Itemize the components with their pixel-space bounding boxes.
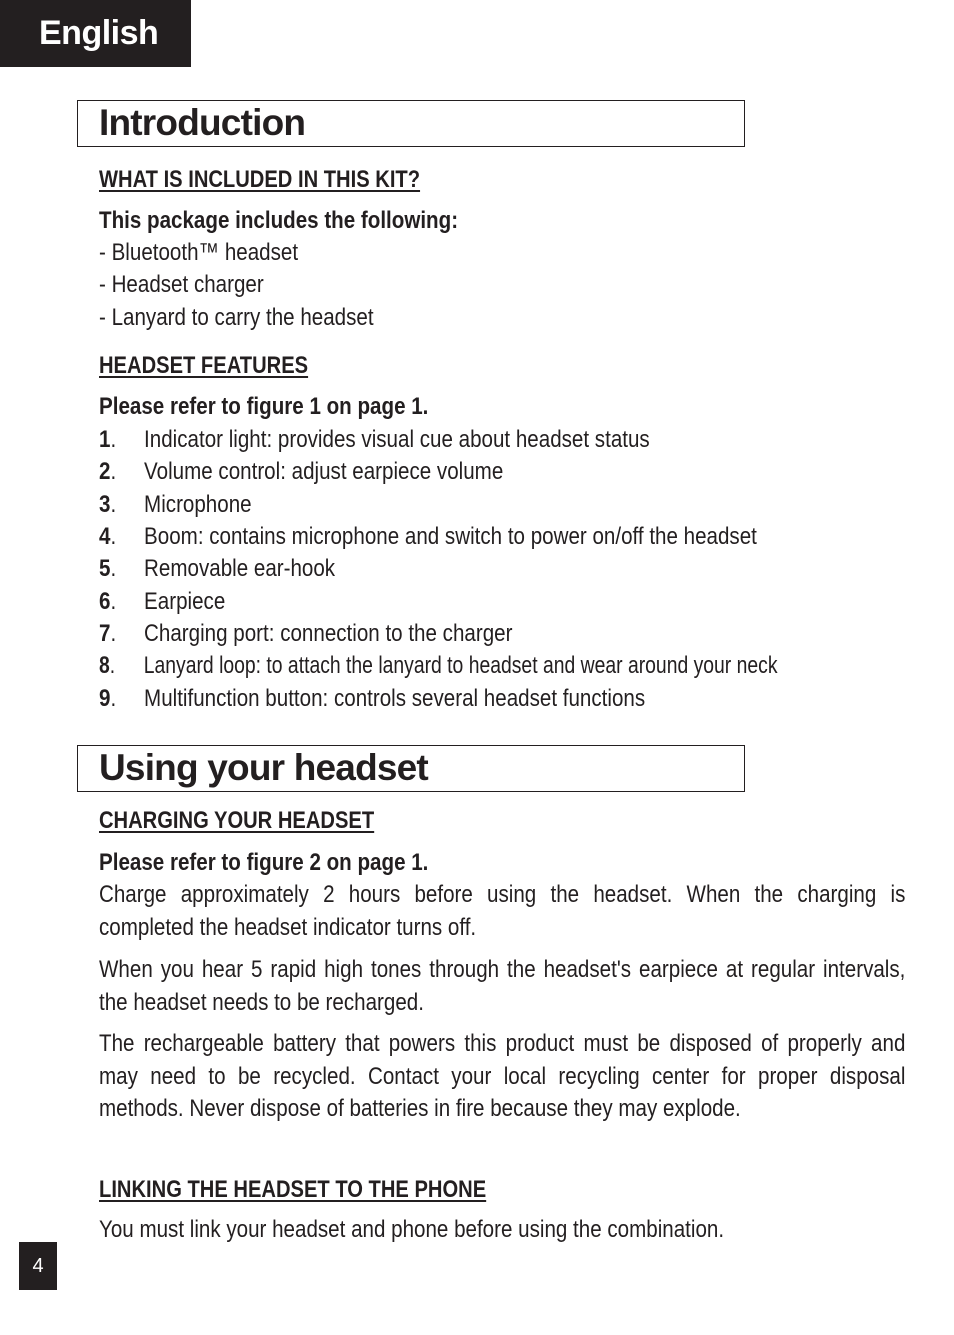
feature-number: 9	[99, 685, 111, 712]
feature-text: Earpiece	[144, 588, 226, 615]
feature-number: 3	[99, 491, 111, 518]
linking-heading: LINKING THE HEADSET TO THE PHONE	[99, 1176, 487, 1203]
kit-item: - Headset charger	[99, 271, 264, 298]
feature-text: Volume control: adjust earpiece volume	[144, 458, 504, 485]
feature-text: Multifunction button: controls several headset functions	[144, 685, 646, 712]
recharge-paragraph: When you hear 5 rapid high tones through the headset's earpiece at regular intervals, the headset needs to be recharged.	[99, 956, 906, 1016]
feature-item: 1. Indicator light: provides visual cue about headset status	[99, 426, 650, 453]
feature-number: 4	[99, 523, 111, 550]
language-tab: English	[0, 0, 191, 67]
battery-disposal-paragraph: The rechargeable battery that powers this product must be disposed of properly and may need to be recycled. Contact your local recycling center for proper disposal methods. Never dispose of batteries in fire because they may explode.	[99, 1030, 906, 1122]
kit-item: - Bluetooth™ headset	[99, 239, 299, 266]
feature-text: Boom: contains microphone and switch to power on/off the headset	[144, 523, 757, 550]
feature-item: 8. Lanyard loop: to attach the lanyard to headset and wear around your neck	[99, 652, 778, 679]
charging-heading: CHARGING YOUR HEADSET	[99, 807, 375, 834]
charging-paragraph: Charge approximately 2 hours before using the headset. When the charging is completed the headset indicator turns off.	[99, 881, 906, 941]
feature-item: 5. Removable ear-hook	[99, 555, 336, 582]
feature-number: 7	[99, 620, 111, 647]
feature-text: Charging port: connection to the charger	[144, 620, 513, 647]
kit-heading: WHAT IS INCLUDED IN THIS KIT?	[99, 166, 421, 193]
feature-item: 6. Earpiece	[99, 588, 226, 615]
feature-text: Lanyard loop: to attach the lanyard to headset and wear around your neck	[143, 652, 778, 679]
feature-item: 9. Multifunction button: controls several headset functions	[99, 685, 646, 712]
kit-item: - Lanyard to carry the headset	[99, 304, 374, 331]
feature-item: 3. Microphone	[99, 491, 252, 518]
feature-item: 2. Volume control: adjust earpiece volume	[99, 458, 504, 485]
feature-text: Microphone	[144, 491, 252, 518]
feature-number: 8	[99, 652, 110, 679]
feature-item: 7. Charging port: connection to the charger	[99, 620, 513, 647]
section-title-using-headset: Using your headset	[77, 745, 745, 792]
features-heading: HEADSET FEATURES	[99, 352, 309, 379]
feature-number: 5	[99, 555, 111, 582]
charging-lead: Please refer to figure 2 on page 1.	[99, 849, 429, 876]
features-lead: Please refer to figure 1 on page 1.	[99, 393, 429, 420]
feature-number: 1	[99, 426, 111, 453]
feature-text: Removable ear-hook	[144, 555, 336, 582]
feature-number: 6	[99, 588, 111, 615]
feature-number: 2	[99, 458, 111, 485]
feature-item: 4. Boom: contains microphone and switch to power on/off the headset	[99, 523, 757, 550]
section-title-introduction: Introduction	[77, 100, 745, 147]
kit-lead: This package includes the following:	[99, 207, 459, 234]
linking-paragraph: You must link your headset and phone before using the combination.	[99, 1216, 725, 1243]
page-number: 4	[19, 1242, 57, 1290]
feature-text: Indicator light: provides visual cue about headset status	[144, 426, 650, 453]
